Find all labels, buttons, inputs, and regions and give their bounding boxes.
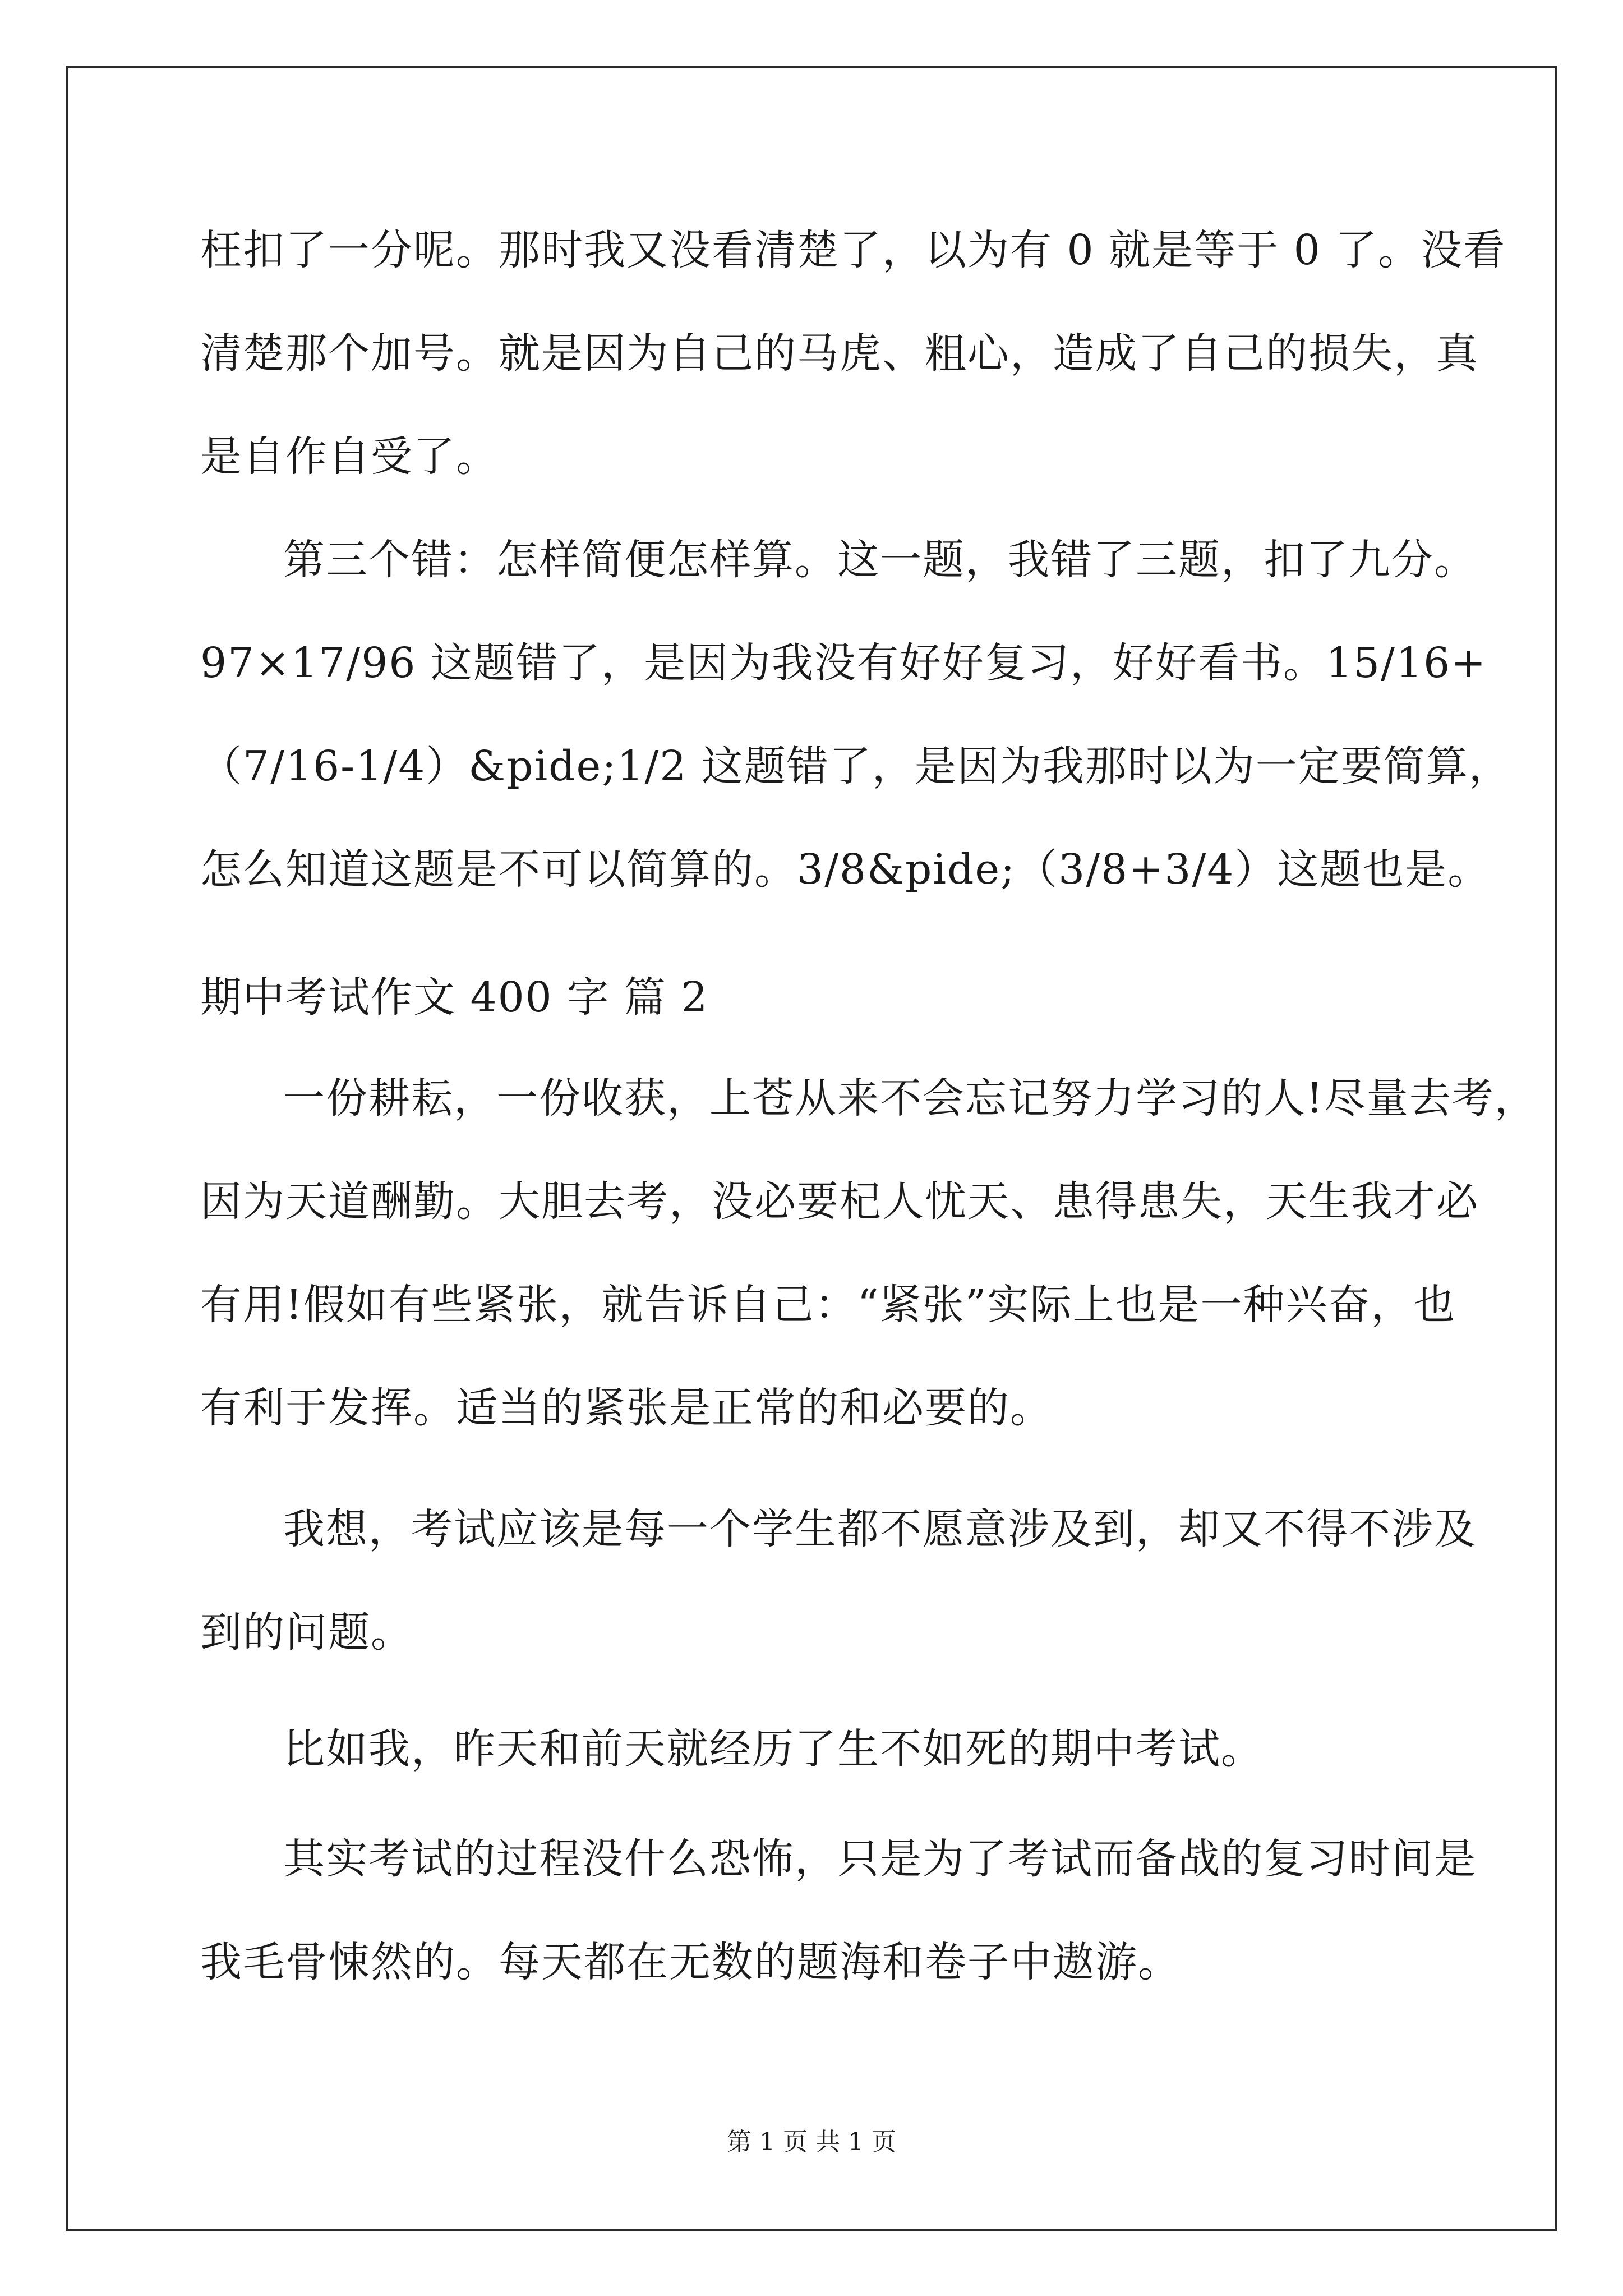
text-line: 有用!假如有些紧张，就告诉自己：“紧张”实际上也是一种兴奋，也 [200,1281,1456,1329]
text-line: 枉扣了一分呢。那时我又没看清楚了，以为有 0 就是等于 0 了。没看 [200,226,1506,274]
text-line: （7/16-1/4）&pide;1/2 这题错了，是因为我那时以为一定要简算， [200,742,1511,790]
text-line: 其实考试的过程没什么恐怖，只是为了考试而备战的复习时间是 [283,1835,1477,1883]
section-heading: 期中考试作文 400 字 篇 2 [200,973,709,1022]
page-border [66,66,1557,2231]
text-line: 怎么知道这题是不可以简算的。3/8&pide;（3/8+3/4）这题也是。 [200,845,1491,894]
text-line: 97×17/96 这题错了，是因为我没有好好复习，好好看书。15/16+ [200,639,1487,687]
text-line: 我毛骨悚然的。每天都在无数的题海和卷子中遨游。 [200,1938,1181,1986]
text-line: 因为天道酬勤。大胆去考，没必要杞人忧天、患得患失，天生我才必 [200,1177,1479,1226]
text-line: 到的问题。 [200,1608,413,1657]
text-line: 我想，考试应该是每一个学生都不愿意涉及到，却又不得不涉及 [283,1505,1477,1553]
text-line: 有利于发挥。适当的紧张是正常的和必要的。 [200,1384,1053,1432]
text-line: 清楚那个加号。就是因为自己的马虎、粗心，造成了自己的损失，真 [200,329,1479,378]
text-line: 是自作自受了。 [200,432,499,481]
text-line: 一份耕耘，一份收获，上苍从来不会忘记努力学习的人!尽量去考， [283,1074,1537,1122]
page-number: 第 1 页 共 1 页 [727,2128,896,2156]
text-line: 第三个错：怎样简便怎样算。这一题，我错了三题，扣了九分。 [283,536,1477,584]
text-line: 比如我，昨天和前天就经历了生不如死的期中考试。 [283,1725,1264,1773]
